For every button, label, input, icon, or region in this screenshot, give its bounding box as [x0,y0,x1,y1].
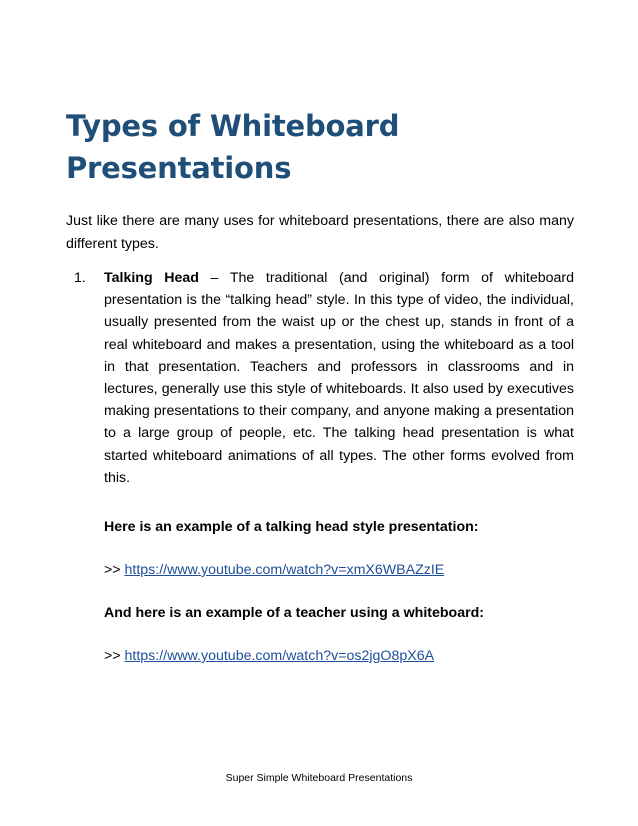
example-2-label: And here is an example of a teacher using a whiteboard: [104,605,485,621]
intro-paragraph: Just like there are many uses for whiteboard presentations, there are also many different types. [66,213,574,252]
example-1-link-prefix: >> [104,562,125,578]
example-1-link[interactable]: https://www.youtube.com/watch?v=xmX6WBAZzIE [124,562,445,578]
list-item-number: 1. [74,270,86,286]
list-item-description: – The traditional (and original) form of whiteboard presentation is the “talking head” style. In this type of video, the individual, usually presented from the waist up or the chest up, stands in front of a real whiteboard and makes a presentation, using the whiteboard as a tool in that presentation. Teachers and professors in classrooms and in lectures, generally use this style of whiteboards. It also used by executives making presentations to their company, and anyone making a presentation to a large group of people, etc. The talking head presentation is what started whiteboard animations of all types. The other forms evolved from this. [104,270,575,486]
list-item-heading: Talking Head [104,270,199,286]
example-2-link-prefix: >> [104,648,125,664]
example-1-link-line [104,559,574,581]
page-footer: Super Simple Whiteboard Presentations [225,772,413,784]
list-item-paragraph [104,267,574,489]
example-2-link[interactable]: https://www.youtube.com/watch?v=os2jgO8pX6A [124,648,435,664]
example-2-link-line [104,645,574,667]
example-1-label: Here is an example of a talking head style presentation: [104,519,479,535]
page-title: Types of Whiteboard Presentations [66,109,400,185]
